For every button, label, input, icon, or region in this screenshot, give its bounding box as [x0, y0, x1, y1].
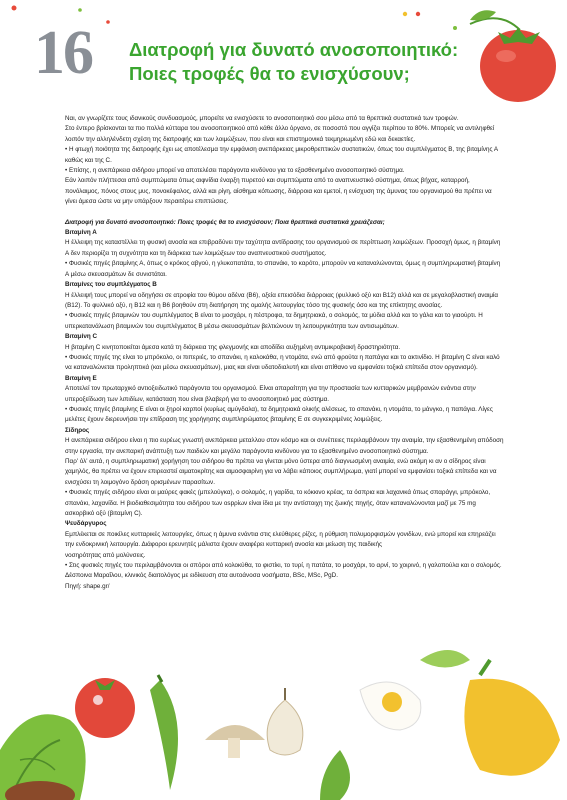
- egg-icon: [360, 682, 421, 730]
- nutrient-heading: Βιταμίνες του συμπλέγματος Β: [65, 281, 157, 289]
- nutrient-paragraph: • Φυσικές πηγές βιταμίνης Ε είναι οι ξηροί καρποί (κυρίως αμύγδαλα), τα δημητριακά ολικής αλέσεως, το σπανάκι, η ντομάτα, το μάνγκο, η παπάγια. Λίγες μελέτες έχουν διερευνήσει την επίδραση της χορήγησης συμπληρώματος βιταμίνης Ε σε συγκεκριμένες λοιμώξεις.: [65, 405, 493, 424]
- nutrient-paragraph: Η ανεπάρκεια σιδήρου είναι η πιο ευρέως γνωστή ανεπάρκεια μεταλλου στον κόσμο και οι συνέπειες περιλαμβάνουν την αναιμία, την εξασθενημένη απόδοση στην εργασία, την ανεπαρκή ανάπτυξη των παιδιών και μεγάλο παράγοντα κινδύνου για το εξασθενημένο ανοσοποιητικό σύστημα.: [65, 437, 504, 455]
- title-line-2: Ποιες τροφές θα το ενισχύσουν;: [129, 63, 410, 84]
- nutrient-paragraph: Η έλλειψή τους μπορεί να οδηγήσει σε ατροφία του θύμου αδένα (Β6), οξεία επεισόδια διάρροιας (φυλλικό οξύ και Β12) αλλά και σε μεγαλοβλαστική αναιμία (Β12). Το φυλλικό οξύ, η Β12 και η Β6 βοηθούν στη διατήρηση της ομαλής λειτουργίας τόσο της φυσικής όσο και της επίκτητης ανοσίας.: [65, 291, 499, 309]
- page-number: 16: [34, 19, 92, 87]
- nutrient-paragraph: Αποτελεί τον πρωταρχικό αντιοξειδωτικό παράγοντα του οργανισμού. Είναι απαραίτητη για την προστασία των κυτταρικών μεμβρανών ενάντια στην υπεροξείδωση των λιπιδίων, κατάσταση που είναι βλαβερή για το ανοσοποιητικό μας σύστημα.: [65, 385, 476, 403]
- nutrient-heading: Βιταμίνη C: [65, 333, 98, 341]
- article-body: [65, 114, 505, 592]
- nutrient-heading: Σίδηρος: [65, 426, 90, 434]
- nutrient-paragraph: • Φυσικές πηγές βιταμίνης Α, όπως ο κρόκος αβγού, η γλυκοπατάτα, το σπανάκι, το καρότο, μπορούν να καταναλώνονται, όμως η συμπληρωματική βιταμίνη Α μέσω σκευασμάτων δε συνιστάται.: [65, 260, 501, 278]
- title-line-1: Διατροφή για δυνατό ανοσοποιητικό:: [129, 39, 459, 60]
- nutrient-heading: Βιταμίνη Ε: [65, 374, 97, 382]
- mushroom-icon: [205, 725, 265, 758]
- nutrient-heading: Βιταμίνη Α: [65, 229, 97, 237]
- garlic-icon: [267, 688, 303, 755]
- chili-pepper-icon: [150, 675, 178, 790]
- nutrient-paragraph: Η βιταμίνη C κινητοποιείται άμεσα κατά τη διάρκεια της φλεγμονής και αποδίδει αυξημένη αντιμικροβιακή δραστηριότητα.: [65, 343, 401, 351]
- page-title: [129, 38, 499, 86]
- source-link[interactable]: Πηγή: shape.gr/: [65, 582, 110, 590]
- nutrient-paragraph: • Στις φυσικές πηγές του περιλαμβάνονται οι σπόροι από κολοκύθα, το φιστίκι, το τυρί, η πατάτα, το μοσχάρι, το αρνί, το χοιρινό, η γαλοπούλα και ο σολομός.: [65, 562, 502, 570]
- author-credit: Δέσποινα Μαραΐλου, κλινικός διαιτολόγος με ειδίκευση στα αυτοάνοσα νοσήματα, BSc, MSc, PgD.: [65, 572, 338, 580]
- intro-bullet: • Η φτωχή ποιότητα της διατροφής έχει ως αποτέλεσμα την εμφάνιση ανεπάρκειας μικροθρεπτικών συστατικών, όπως του συμπλέγματος Β, της βιταμίνης Α καθώς και της C.: [65, 146, 498, 164]
- nutrient-paragraph: Παρ' όλ' αυτά, η συμπληρωματική χορήγηση του σιδήρου θα πρέπει να γίνεται μόνο ύστερα από διαγνωσμένη αναιμία, ενώ ακόμη κι αν ο σίδηρος είναι χαμηλός, θα πρέπει να έχουν επιρεαστεί αιματοκρίτης και αιμοσφαιρίνη για να λάβει κάποιος συμπλήρωμα, γιατί μπορεί να εμφανίσει τοξικά επίπεδα και να ενισχύσει τη λοιμογόνο δράση ορισμένων παρασίτων.: [65, 458, 497, 486]
- intro-paragraph: Στο έντερο βρίσκονται τα πιο πολλά κύτταρα του ανοσοποιητικού από κάθε άλλο όργανο, σε ποσοστό που αγγίζει περίπου το 80%. Μπορείς να αντιληφθεί λοιπόν την αλληλένδετη σχέση της διατροφής και των λοιμώξεων, που είναι και επιστημονικά τεκμηριωμένη εδώ και δεκαετίες.: [65, 125, 495, 143]
- nutrient-paragraph: • Φυσικές πηγές βιταμινών του συμπλέγματος Β είναι το μοσχάρι, η πέστροφα, τα δημητριακά, ο σολομός, τα μύδια αλλά και το γάλα και το γιαούρτι. Η υπερκατανάλωση βιταμινών του συμπλέγματος Β μέσω σκευασμάτων βελτιώνουν τη λειτουργικότητα των αντισωμάτων.: [65, 312, 483, 330]
- nutrient-paragraph: νοσηρότητας από μολύνσεις.: [65, 551, 146, 559]
- intro-paragraph: Ναι, αν γνωρίζετε τους ιδανικούς συνδυασμούς, μπορείτε να ενισχύσετε το ανοσοποιητικό σου μέσω από τα θρεπτικά συστατικά των τροφών.: [65, 115, 459, 122]
- bottom-vegetables-illustration: [0, 630, 567, 800]
- tomato-icon: [75, 678, 135, 738]
- nutrient-paragraph: • Φυσικές πηγές σιδήρου είναι οι μαύρες φακές (μπελούγκα), ο σολομός, η γαρίδα, το κόκκινο κρέας, τα όσπρια και λαχανικά όπως σπαράγγι, μπρόκολο, σπανάκι, λαχανίδα. Η βιοδιαθεσιμότητα του σιδήρου των ospρίων είναι ίδια με την αντίστοιχη της ζωικής πηγής, όταν καταναλώνονται μαζί με 75 mg ασκορβικό οξύ (βιταμίνη C).: [65, 489, 491, 518]
- intro-paragraph: Εάν λοιπόν πλήττεσαι από συμπτώματα όπως αιφνίδια έναρξη πυρετού και συμπτώματα από το αναπνευστικό σύστημα, όπως βήχας, καταρροή, πονόλαιμος, πόνος στους μυς, πονοκέφαλος, αλλά και ρίγη, αίσθημα κόπωσης, διάρροια και εμετοί, η ενίσχυση της άμυνας του οργανισμού θα πρέπει να γίνει άμεσα ώστε να μην υπάρξουν περαιτέρω επιπτώσεις.: [65, 177, 492, 206]
- intro-bullet: • Επίσης, η ανεπάρκεια σιδήρου μπορεί να αποτελέσει παράγοντα κινδύνου για το εξασθενημένο ανοσοποιητικό σύστημα.: [65, 167, 405, 175]
- pepper-icon: [464, 660, 560, 776]
- nutrient-paragraph: Η έλλειψη της καταστέλλει τη φυσική ανοσία και επιβραδύνει την ταχύτητα αντίδρασης του οργανισμού σε περίπτωση λοιμώξεων. Προσοχή όμως, η βιταμίνη Α δεν περιορίζει τη συχνότητα και τη διάρκεια των λοιμώξεων του αναπνευστικού συστήματος.: [65, 239, 501, 257]
- nutrient-paragraph: • Φυσικές πηγές της είναι το μπρόκολο, οι πιπεριές, το σπανάκι, η καλοκάθα, η ντομάτα, ενώ από φρούτα η παπάγια και το ακτινίδιο. Η βιταμίνη C είναι καλό να καταναλώνεται προληπτικά (και μέσω σκευασμάτων), μιας και είναι υδατοδιαλυτή και είναι απίθανο να εμφανίσει τοξικά επίπεδα στον οργανισμό).: [65, 353, 500, 372]
- nutrient-heading: Ψευδάργυρος: [65, 520, 107, 528]
- nutrient-paragraph: Εμπλέκεται σε ποικίλες κυτταρικές λειτουργίες, όπως η άμυνα ενάντια στις ελεύθερες ρίζες, η ρύθμιση πολυμορφισμών γονιδίων, ενώ μπορεί και επηρεάζει την ενδοκρινική λειτουργία. Διάφοροι ερευνητές μάλιστα έχουν αναφέρει κυτταρική ανοσία και μείωση της παιδικής: [65, 530, 496, 549]
- section-heading: Διατροφή για δυνατό ανοσοποιητικό: Ποιες τροφές θα το ενισχύσουν; Ποια θρεπτικά συστατικά χρειάζεσαι;: [65, 218, 385, 226]
